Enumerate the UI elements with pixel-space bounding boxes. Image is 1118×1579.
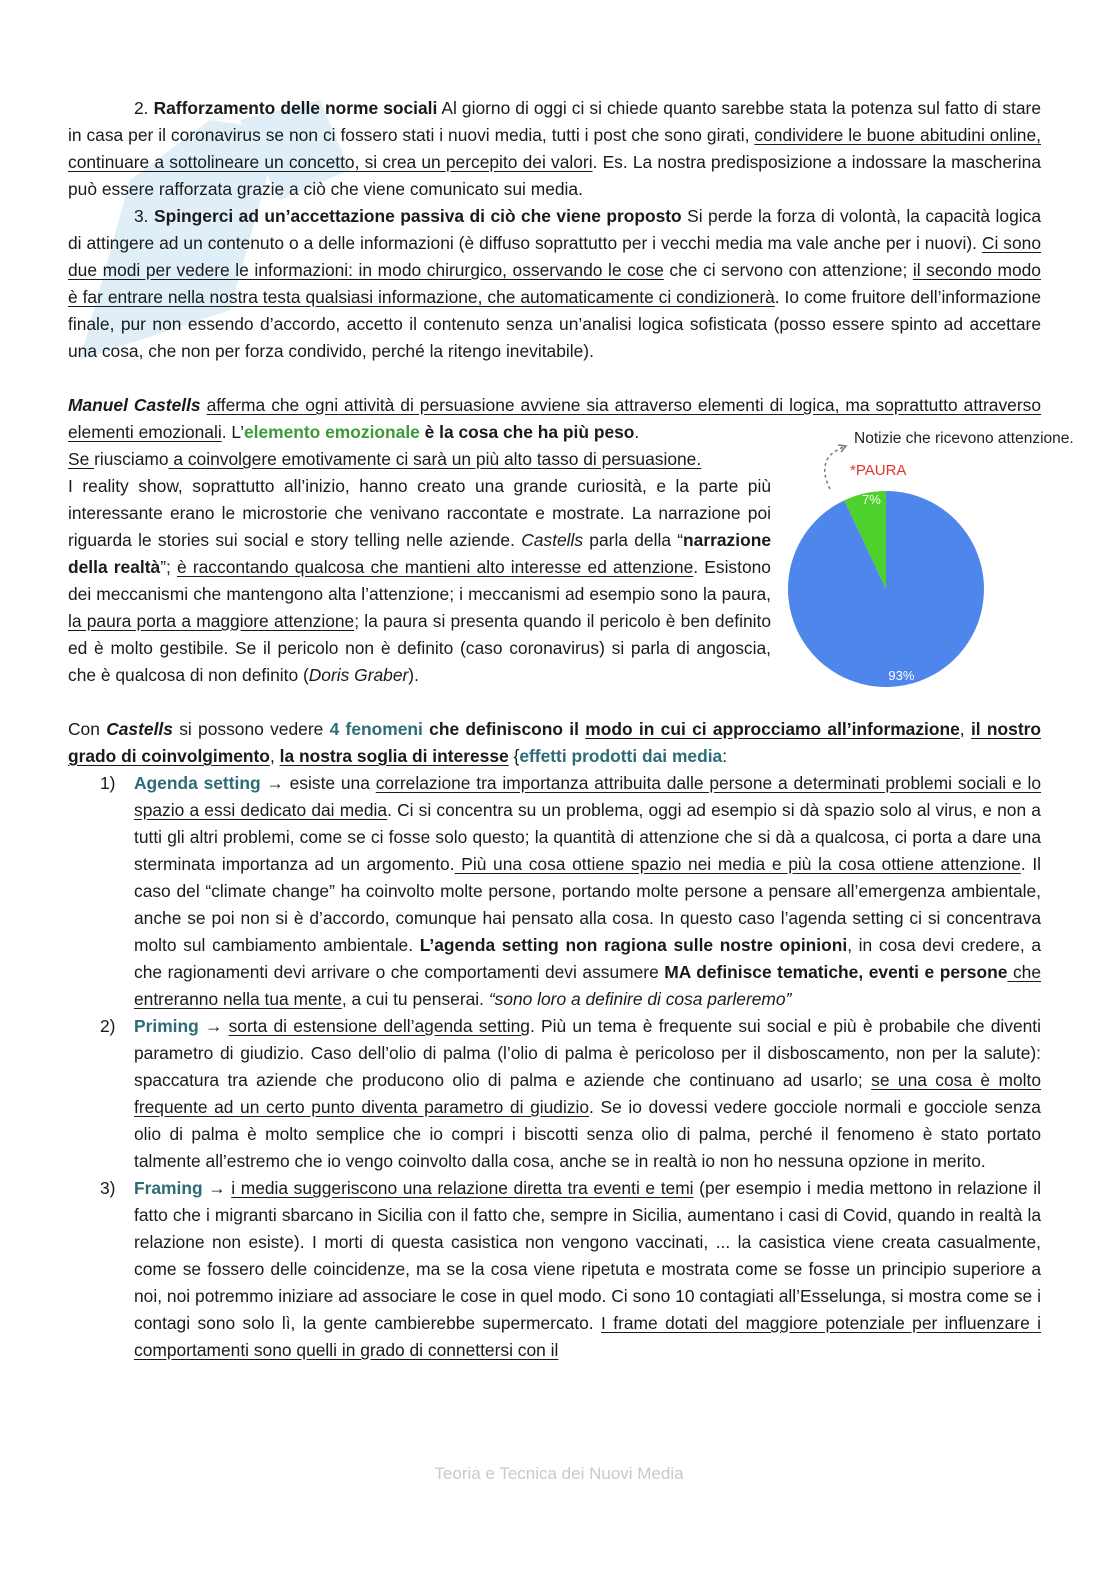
chart-title: Notizie che ricevono attenzione.: [854, 430, 1074, 447]
paragraph-section-3: 3. Spingerci ad un’accettazione passiva di ciò che viene proposto Si perde la forza di volontà, la capacità logica di attingere ad un contenuto o a delle informazioni (è diffuso soprattutto per i vecchi media ma vale anche per i nuovi). Ci sono due modi per vedere le informazioni: in modo chirurgico, osservando le cose che ci servono con attenzione; il secondo modo è far entrare nella nostra testa qualsiasi informazione, che automaticamente ci condizionerà. Io come fruitore dell’informazione finale, pur non essendo d’accordo, accetto il contenuto senza un’analisi logica sofisticata (posso essere spinto ad accettare una cosa, che non per forza condivido, perché la ritengo inevitabile).: [68, 206, 1042, 361]
document-body: [68, 95, 1074, 1364]
pie-slice-93: [788, 491, 984, 687]
list-item-priming: 2) Priming → sorta di estensione dell’agenda setting. Più un tema è frequente sui social e più è probabile che diventi parametro di giudizio. Caso dell’olio di palma (l’olio di palma è pericoloso per il disboscamento, non per la salute): spaccatura tra aziende che producono olio di palma e aziende che continuano ad usarlo; se una cosa è molto frequente ad un certo punto diventa parametro di giudizio. Se io dovessi vedere gocciole normali e gocciole senza olio di palma è molto semplice che io compri i biscotti senza olio di palma, perché il fenomeno è stato portato talmente all’estremo che io vengo coinvolto dalla cosa, anche se in realtà io non ho nessuna opzione in merito.: [100, 1016, 1041, 1171]
fenomeni-list: [68, 770, 1041, 1364]
section-3-title: Spingerci ad un’accettazione passiva di ciò che viene proposto: [153, 206, 682, 226]
pie-label-93: 93%: [888, 667, 915, 683]
attention-pie-chart: [786, 419, 1091, 689]
castells-body: Se riusciamo a coinvolgere emotivamente ci sarà un più alto tasso di persuasione. I reality show, soprattutto all’inizio, hanno creato una grande curiosità, e la parte più interessante erano le microstorie che venivano raccontate e mostrate. La narrazione poi riguarda le stories sui social e story telling nelle aziende. Castells parla della “narrazione della realtà”; è raccontando qualcosa che mantieni alto interesse ed attenzione. Esistono dei meccanismi che mantengono alta l’attenzione; i meccanismi ad esempio sono la paura, la paura porta a maggiore attenzione; la paura si presenta quando il pericolo è ben definito ed è molto gestibile. Se il pericolo non è definito (caso coronavirus) si parla di angoscia, che è qualcosa di non definito (Doris Graber).: [68, 449, 771, 685]
pie-label-7: 7%: [862, 491, 881, 507]
fenomeni-intro: Con Castells si possono vedere 4 fenomeni che definiscono il modo in cui ci approcciamo all’informazione, il nostro grado di coinvolgimento, la nostra soglia di interesse {effetti prodotti dai media:: [68, 719, 1041, 766]
chart-annotation: *PAURA: [850, 462, 907, 479]
castells-intro: Manuel Castells afferma che ogni attività di persuasione avviene sia attraverso elementi di logica, ma soprattutto attraverso elementi emozionali. L’elemento emozionale è la cosa che ha più peso.: [68, 395, 1041, 442]
page-footer: Teoria e Tecnica dei Nuovi Media: [434, 1464, 684, 1483]
castells-section: [68, 392, 1074, 689]
paragraph-section-2: 2. Rafforzamento delle norme sociali Al giorno di oggi ci si chiede quanto sarebbe stata la potenza sul fatto di stare in casa per il coronavirus se non ci fossero stati i nuovi media, tutti i post che sono girati, condividere le buone abitudini online, continuare a sottolineare un concetto, si crea un percepito dei valori. Es. La nostra predisposizione a indossare la mascherina può essere rafforzata grazie a ciò che viene comunicato sui media.: [68, 98, 1042, 199]
list-item-framing: 3) Framing → i media suggeriscono una relazione diretta tra eventi e temi (per esempio i media mettono in relazione il fatto che i migranti sbarcano in Sicilia con il fatto che, sempre in Sicilia, aumentano i casi di Covid, quando in realtà la relazione non esiste). I morti di questa casistica non vengono vaccinati, ... la casistica viene creata casualmente, come se fossero delle coincidenze, ma se la cosa viene ripetuta e mostrata come se fosse un principio superiore a noi, noi potremmo iniziare ad associare le cose in quel modo. Ci sono 10 contagiati all’Esselunga, si mostra come se i contagi sono solo lì, la gente cambierebbe supermercato. I frame dotati del maggiore potenziale per influenzare i comportamenti sono quelli in grado di connettersi con il: [100, 1178, 1042, 1360]
list-item-agenda-setting: 1) Agenda setting → esiste una correlazione tra importanza attribuita dalle persone a determinati problemi sociali e lo spazio a essi dedicato dai media. Ci si concentra su un problema, oggi ad esempio si dà spazio solo al virus, e non a tutti gli altri problemi, come se ci fosse solo questo; la quantità di attenzione che si dà a qualcosa, ci porta a dare una sterminata importanza ad un argomento. Più una cosa ottiene spazio nei media e più la cosa ottiene attenzione. Il caso del “climate change” ha coinvolto molte persone, portando molte persone a pensare all’emergenza ambientale, anche se poi non si è d’accordo, comunque hai pensato alla cosa. In questo caso l’agenda setting ci si concentrava molto sul cambiamento ambientale. L’agenda setting non ragiona sulle nostre opinioni, in cosa devi credere, a che ragionamenti devi arrivare o che comportamenti devi assumere MA definisce tematiche, eventi e persone che entreranno nella tua mente, a cui tu penserai. “sono loro a definire di cosa parleremo”: [100, 773, 1042, 1009]
section-2-title: Rafforzamento delle norme sociali: [153, 98, 438, 118]
annotation-arrow: [825, 447, 844, 489]
